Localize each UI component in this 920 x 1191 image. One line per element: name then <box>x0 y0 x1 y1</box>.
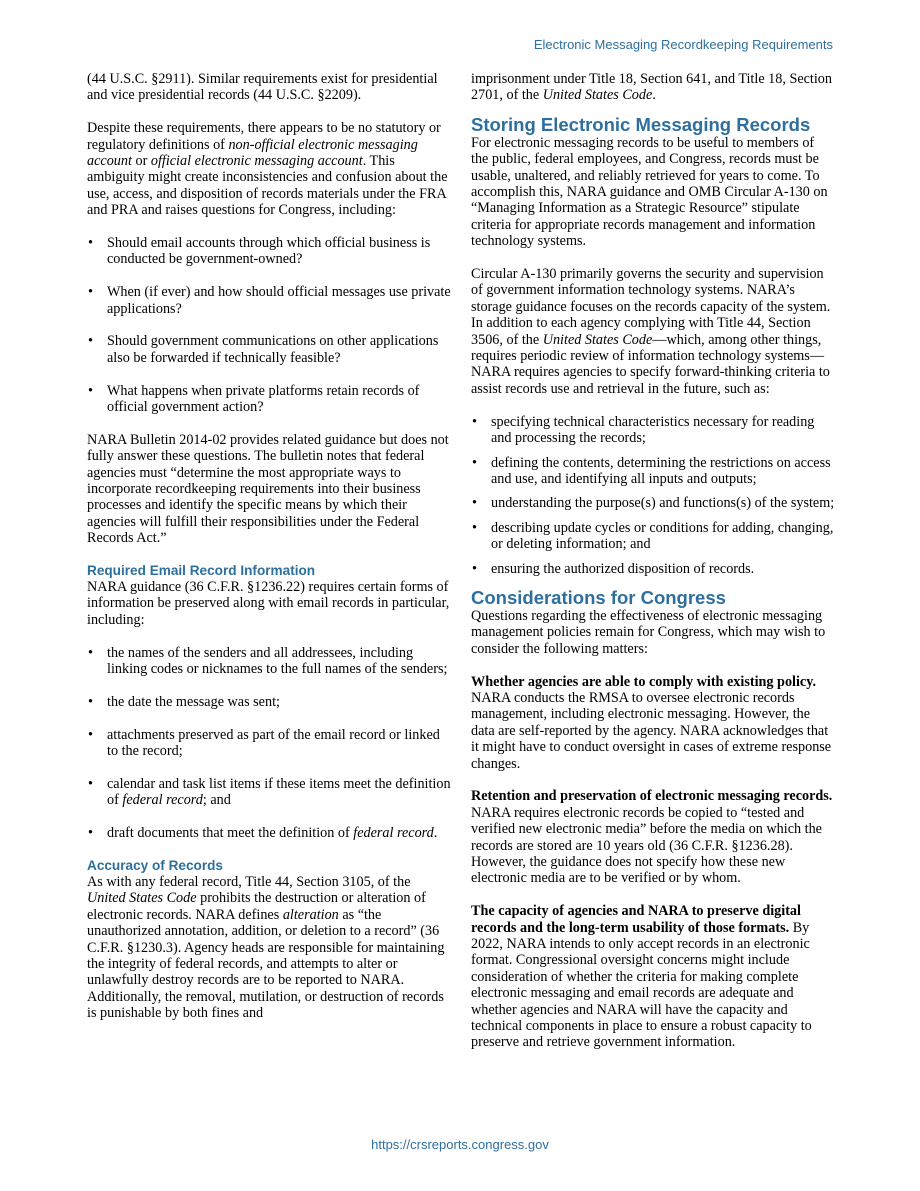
list-item: • defining the contents, determining the restrictions on access and use, and identifying all inputs and outputs; <box>472 454 831 487</box>
paragraph: Circular A-130 primarily governs the security and supervision of government information technology systems. NARA’s storage guidance focuses on the records capacity of the system. In addition to each agency complying with Title 44, Section 3506, of the United States Code—which, among other things, requires periodic review of information technology systems—NARA requires agencies to specify forward-thinking criteria to assist records use and retrieval in the future, such as: <box>471 266 831 397</box>
list-item: • the names of the senders and all addressees, including linking codes or nicknames to the full names of the senders; <box>88 644 448 678</box>
list-item: • Should government communications on other applications also be forwarded if technically feasible? <box>88 333 439 366</box>
bullet-icon: • <box>472 495 477 512</box>
paragraph: Despite these requirements, there appears to be no statutory or regulatory definitions of non-official electronic messaging account or official electronic messaging account. This ambiguity might create inconsistencies and confusion about the use, access, and disposition of records materials under the FRA and PRA and raises questions for Congress, including: <box>87 120 448 219</box>
left-column <box>87 71 451 1038</box>
paragraph: NARA Bulletin 2014-02 provides related guidance but does not fully answer these questions. The bulletin notes that federal agencies must “determine the most appropriate ways to incorporate recordkeeping requirements into their business processes and identify the specific means by which their agencies will fulfill their responsibilities under the Federal Records Act.” <box>87 431 449 547</box>
list-item: • the date the message was sent; <box>88 693 280 710</box>
bullet-icon: • <box>88 333 93 350</box>
bullet-icon: • <box>88 775 93 792</box>
paragraph: NARA guidance (36 C.F.R. §1236.22) requires certain forms of information be preserved along with email records in particular, including: <box>87 579 450 628</box>
bullet-icon: • <box>88 693 93 710</box>
bullet-icon: • <box>472 519 477 536</box>
right-column <box>471 71 835 1051</box>
list-item: • ensuring the authorized disposition of records. <box>472 560 755 577</box>
email-info-list <box>87 645 451 842</box>
bullet-icon: • <box>88 382 93 399</box>
list-item: • What happens when private platforms retain records of official government action? <box>88 382 420 416</box>
paragraph: For electronic messaging records to be useful to members of the public, federal employees, and Congress, records must be usable, unaltered, and reliably retrieved for years to come. To accomplish this, NARA guidance and OMB Circular A-130 on “Managing Information as a Strategic Resource” stipulate criteria for appropriate records management and information technology systems. <box>471 134 828 250</box>
bullet-icon: • <box>472 454 477 471</box>
footer-url[interactable]: https://crsreports.congress.gov <box>371 1137 549 1152</box>
section-heading: Storing Electronic Messaging Records <box>471 113 811 135</box>
paragraph: (44 U.S.C. §2911). Similar requirements exist for presidential and vice presidential records (44 U.S.C. §2209). <box>87 71 438 104</box>
paragraph: As with any federal record, Title 44, Section 3105, of the United States Code prohibits the destruction or alteration of electronic records. NARA defines alteration as “the unauthorized annotation, addition, or deletion to a record” (36 C.F.R. §1230.3). Agency heads are responsible for maintaining the integrity of federal records, and attempts to alter or unlawfully destroy records are to be reported to NARA. Additionally, the removal, mutilation, or destruction of records is punishable by both fines and <box>87 873 445 1022</box>
bullet-icon: • <box>88 284 93 301</box>
list-item: • attachments preserved as part of the email record or linked to the record; <box>88 726 440 760</box>
section-heading: Accuracy of Records <box>87 857 223 873</box>
section-heading: Required Email Record Information <box>87 563 316 579</box>
list-item: • When (if ever) and how should official messages use private applications? <box>88 284 451 317</box>
section-heading: Considerations for Congress <box>471 586 726 608</box>
bullet-icon: • <box>472 560 477 577</box>
question-list <box>87 235 451 415</box>
list-item: • specifying technical characteristics necessary for reading and processing the records; <box>472 413 815 447</box>
list-item: • describing update cycles or conditions for adding, changing, or deleting information; and <box>472 519 834 553</box>
criteria-list <box>471 414 835 577</box>
paragraph: imprisonment under Title 18, Section 641, and Title 18, Section 2701, of the United States Code. <box>471 71 832 104</box>
paragraph: Whether agencies are able to comply with existing policy. NARA conducts the RMSA to oversee electronic records management, including electronic messaging. However, the data are self-reported by the agency. NARA acknowledges that it might have to conduct oversight in cases of extreme response changes. <box>471 673 832 772</box>
bullet-icon: • <box>88 825 93 842</box>
list-item: • Should email accounts through which official business is conducted be government-owned? <box>88 235 431 268</box>
list-item: • calendar and task list items if these items meet the definition of federal record; and <box>88 775 451 809</box>
running-head: Electronic Messaging Recordkeeping Requirements <box>533 37 833 52</box>
list-item: • understanding the purpose(s) and functions(s) of the system; <box>472 495 835 512</box>
list-item: • draft documents that meet the definition of federal record. <box>88 825 438 842</box>
bullet-icon: • <box>88 235 93 252</box>
bullet-icon: • <box>472 413 477 430</box>
bullet-icon: • <box>88 644 93 661</box>
paragraph: Retention and preservation of electronic messaging records. NARA requires electronic records be copied to “tested and verified new electronic media” before the media on which the records are stored are 10 years old (36 C.F.R. §1236.28). However, the guidance does not specify how these new electronic media are to be verified or by whom. <box>471 788 833 887</box>
paragraph: Questions regarding the effectiveness of electronic messaging management policies remain for Congress, which may wish to consider the following matters: <box>471 607 826 657</box>
paragraph: The capacity of agencies and NARA to preserve digital records and the long-term usability of those formats. By 2022, NARA intends to only accept records in an electronic format. Congressional oversight concerns might include consideration of whether the criteria for making complete electronic messaging and email records are adequate and whether agencies and NARA will have the capacity and technical components in place to ensure a robust capacity to preserve and retrieve government information. <box>471 903 812 1051</box>
bullet-icon: • <box>88 726 93 743</box>
